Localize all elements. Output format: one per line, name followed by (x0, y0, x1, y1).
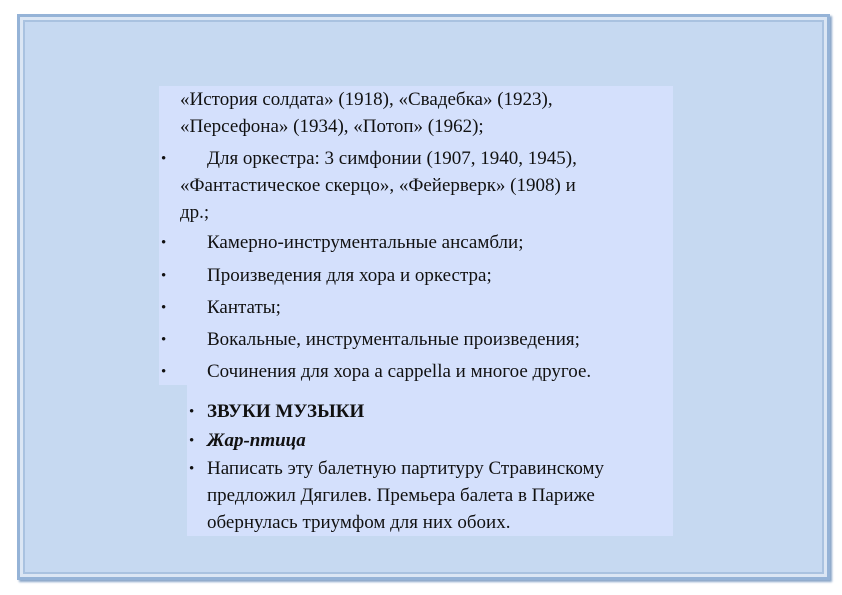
description-line-2: предложил Дягилев. Премьера балета в Париже (207, 485, 595, 506)
section-heading: ЗВУКИ МУЗЫКИ (207, 401, 365, 422)
list-item: Кантаты; (207, 297, 281, 318)
list-item-orchestra-line-1: Для оркестра: 3 симфонии (1907, 1940, 1945), (207, 148, 577, 169)
list-item: Сочинения для хора a cappella и многое другое. (207, 361, 592, 382)
bullet-icon: • (161, 268, 167, 284)
bullet-icon: • (161, 235, 167, 251)
description-line-1: Написать эту балетную партитуру Стравинскому (207, 458, 605, 479)
list-item-orchestra-line-2: «Фантастическое скерцо», «Фейерверк» (1908) и (180, 175, 576, 196)
bullet-icon: • (189, 433, 195, 449)
list-continuation-line-2: «Персефона» (1934), «Потоп» (1962); (180, 116, 484, 137)
bullet-icon: • (189, 404, 195, 420)
list-continuation-line-1: «История солдата» (1918), «Свадебка» (1923), (180, 89, 553, 110)
bullet-icon: • (161, 332, 167, 348)
description-line-3: обернулась триумфом для них обоих. (207, 512, 511, 533)
section-subheading: Жар-птица (207, 430, 306, 451)
list-item: Вокальные, инструментальные произведения; (207, 329, 580, 350)
list-item: Камерно-инструментальные ансамбли; (207, 232, 524, 253)
list-item: Произведения для хора и оркестра; (207, 265, 492, 286)
bullet-icon: • (189, 461, 195, 477)
bullet-icon: • (161, 151, 167, 167)
list-item-orchestra-line-3: др.; (180, 202, 210, 223)
bullet-icon: • (161, 364, 167, 380)
bullet-icon: • (161, 300, 167, 316)
